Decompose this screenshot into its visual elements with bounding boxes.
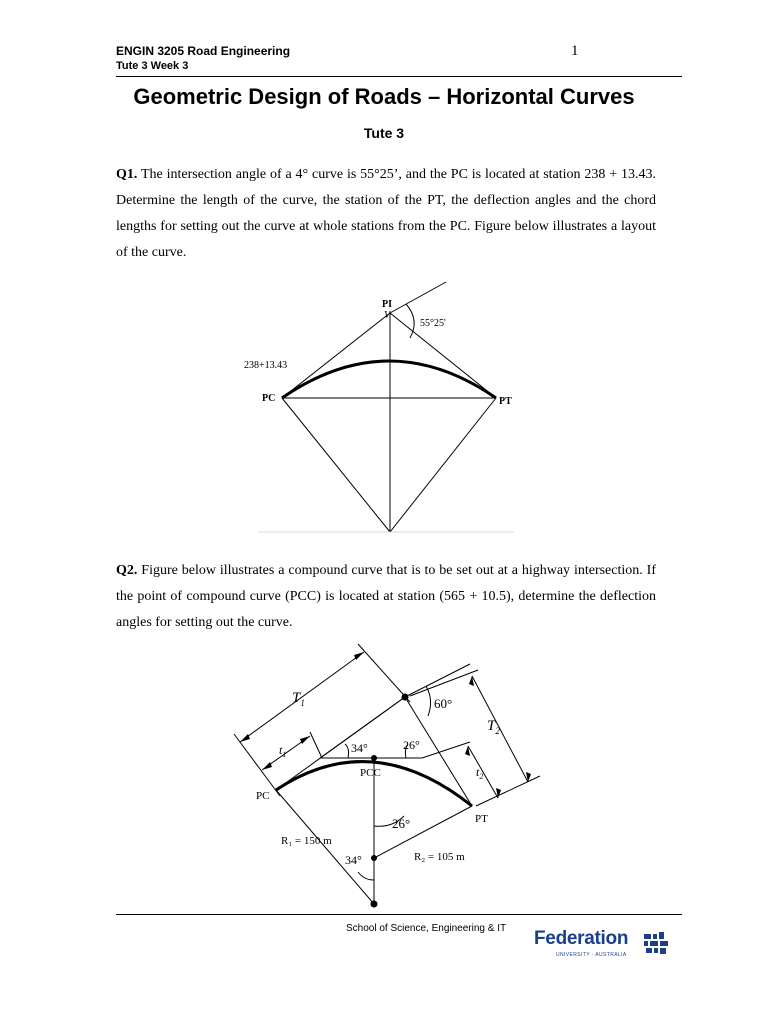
- page-number: 1: [571, 43, 579, 59]
- v-label: V: [384, 310, 391, 321]
- federation-mark-icon: [644, 932, 670, 956]
- question-2-text: Figure below illustrates a compound curve that is to be set out at a highway intersection. If the point of compound curve (PCC) is located at station (565 + 10.5), determine the deflection angles for setting out the curve.: [116, 563, 656, 630]
- pc-label: PC: [256, 790, 270, 802]
- footer-school: School of Science, Engineering & IT: [346, 923, 507, 934]
- pc-label: PC: [262, 393, 276, 404]
- arrowhead: [240, 734, 250, 742]
- pcc-point: [371, 755, 377, 761]
- question-1: [116, 162, 656, 266]
- figure-compound-curve: [0, 636, 768, 912]
- radius-pc-line: [282, 398, 390, 532]
- radius-r1-line: [276, 790, 374, 904]
- t1-small-extension: [310, 732, 322, 758]
- angle-34-top-arc: [345, 744, 349, 758]
- logo-subtitle: UNIVERSITY · AUSTRALIA: [556, 952, 627, 958]
- t2-label: $t_2$: [476, 765, 484, 781]
- radius-pt-line: [390, 398, 496, 532]
- angle-34-bottom-arc: [358, 872, 374, 880]
- header-course: ENGIN 3205 Road Engineering: [116, 44, 291, 58]
- angle-60-label: 60°: [434, 696, 453, 711]
- t1-dimension-line: [240, 652, 364, 742]
- tangent-extension-line: [390, 282, 446, 313]
- federation-logo: [534, 930, 684, 964]
- angle-label: 55°25': [420, 318, 446, 329]
- footer-divider: [116, 914, 682, 915]
- question-2-label: Q2.: [116, 563, 138, 578]
- center-r2-point: [371, 855, 377, 861]
- t2-extension-bottom: [476, 776, 540, 806]
- deflection-angle-arc: [406, 304, 414, 338]
- question-2: [116, 558, 656, 636]
- tangent-back-line: [282, 313, 390, 398]
- header-divider: [116, 76, 682, 77]
- t1-extension-left: [234, 734, 280, 796]
- r2-label: R₂ = 105 m: [414, 851, 465, 863]
- pt-label: PT: [499, 396, 512, 407]
- arrowhead: [354, 652, 364, 660]
- t2-small-extension: [422, 742, 470, 758]
- arrowhead: [300, 736, 310, 744]
- page-title: Geometric Design of Roads – Horizontal Curves: [133, 84, 635, 109]
- t1-label: $t_1$: [279, 743, 287, 759]
- logo-name: Federation: [534, 928, 629, 949]
- angle-26-top-label: 26°: [403, 738, 420, 752]
- t2-extension-top: [410, 670, 478, 696]
- question-1-label: Q1.: [116, 167, 138, 182]
- center-r1-point: [371, 901, 378, 908]
- t1-extension-right: [358, 644, 410, 702]
- page-subtitle: Tute 3: [363, 125, 405, 141]
- arrowhead: [262, 762, 272, 770]
- pt-label: PT: [475, 813, 488, 825]
- tangent-extension-line: [405, 664, 470, 697]
- angle-60-arc: [426, 686, 431, 716]
- station-label: 238+13.43: [244, 360, 288, 371]
- question-1-text: The intersection angle of a 4° curve is 55°25’, and the PC is located at station 238 + 13.43. Determine the length of the curve, the station of the PT, the deflection angles and the chord lengths for setting out the curve at whole stations from the PC. Figure below illustrates a layout of the curve.: [116, 167, 656, 260]
- pi-label: PI: [382, 299, 392, 310]
- T1-label: $T_1$: [292, 690, 305, 708]
- T2-label: $T_2$: [487, 718, 500, 736]
- angle-34-bottom-label: 34°: [345, 853, 362, 867]
- pcc-label: PCC: [360, 767, 381, 779]
- header-week: Tute 3 Week 3: [116, 60, 189, 72]
- figure-simple-curve: [0, 280, 768, 540]
- curve-arc: [282, 361, 496, 398]
- angle-26-bottom-label: 26°: [392, 816, 411, 831]
- t2-dimension-line: [472, 676, 528, 782]
- pi-point: [402, 694, 409, 701]
- angle-34-top-label: 34°: [351, 741, 368, 755]
- r1-label: R₁ = 150 m: [281, 835, 332, 847]
